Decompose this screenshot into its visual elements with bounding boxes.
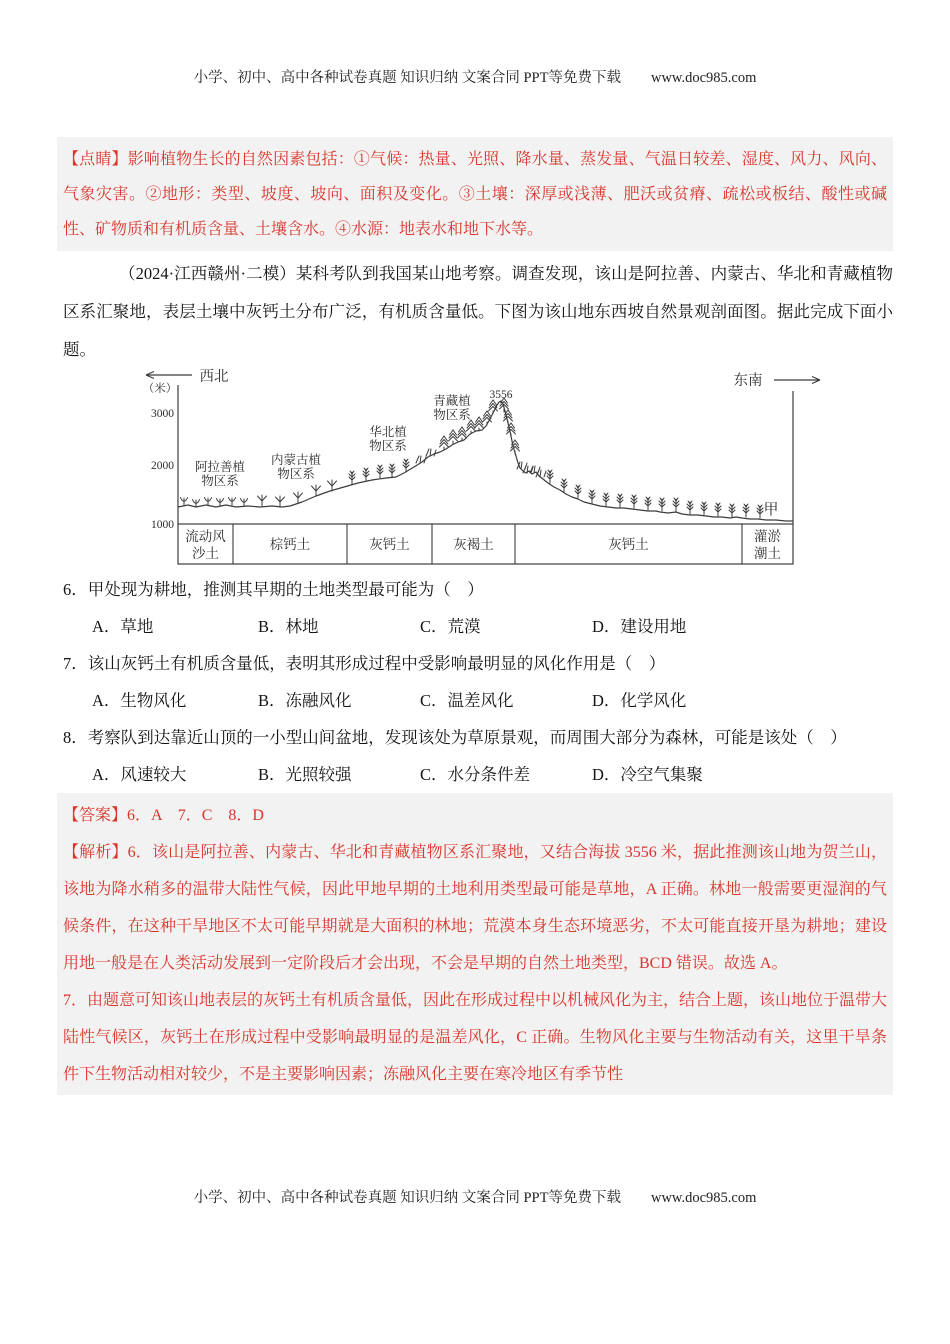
- mountain-cross-section-svg: [130, 361, 830, 567]
- options-row-8: [57, 756, 893, 793]
- zone-label-0: 阿拉善植: [194, 460, 246, 474]
- option-6-A: [92, 608, 258, 645]
- note-label: 【点睛】: [63, 151, 128, 168]
- soil-label: 灰钙土: [608, 537, 649, 552]
- option-letter: C．: [420, 765, 448, 784]
- note-block: [57, 137, 893, 251]
- soil-label: 灰褐土: [453, 537, 494, 552]
- option-text: 冷空气集聚: [620, 765, 703, 784]
- option-letter: B．: [258, 765, 286, 784]
- desert-grass-icon: [241, 499, 248, 507]
- page-header: [0, 0, 950, 87]
- footer-url[interactable]: www.doc985.com: [650, 1190, 757, 1206]
- leafy-shrub-icon: [673, 498, 679, 511]
- option-6-C: [420, 608, 592, 645]
- question-text: 考察队到达靠近山顶的一小型山间盆地，发现该处为草原景观，而周围大部分为森林，可能是该处（ ）: [87, 728, 847, 747]
- option-text: 建设用地: [620, 617, 687, 636]
- option-letter: B．: [258, 691, 286, 710]
- question-6: [57, 571, 893, 608]
- option-letter: C．: [420, 691, 448, 710]
- bare-shrub-icon: [258, 495, 267, 506]
- leafy-shrub-icon: [349, 471, 355, 484]
- northwest-arrow-icon: [146, 372, 192, 379]
- desert-grass-icon: [229, 498, 236, 506]
- leafy-shrub-icon: [645, 497, 651, 510]
- leafy-shrub-icon: [547, 470, 553, 483]
- option-text: 风速较大: [120, 765, 187, 784]
- leafy-shrub-icon: [377, 465, 383, 478]
- question-text: 甲处现为耕地，推测其早期的土地类型最可能为（ ）: [87, 580, 484, 599]
- jia-label: 甲: [763, 502, 779, 518]
- soil-label: 灰钙土: [369, 537, 410, 552]
- analysis-label: 【解析】: [63, 844, 128, 861]
- questions-section: [57, 571, 893, 793]
- zone-label-3: 青藏植: [433, 394, 471, 408]
- zone-label-3: 物区系: [433, 408, 471, 422]
- option-8-C: [420, 756, 592, 793]
- leafy-shrub-icon: [631, 495, 637, 508]
- footer-text: 小学、初中、高中各种试卷真题 知识归纳 文案合同 PPT等免费下载: [193, 1190, 621, 1206]
- desert-grass-icon: [205, 498, 212, 506]
- option-7-D: [592, 682, 686, 719]
- option-text: 生物风化: [120, 691, 187, 710]
- option-8-B: [258, 756, 420, 793]
- option-6-B: [258, 608, 420, 645]
- desert-grass-icon: [181, 498, 188, 506]
- zone-label-2: 物区系: [369, 439, 407, 453]
- analysis-paragraph-1: [63, 834, 887, 982]
- leafy-shrub-icon: [757, 505, 763, 518]
- option-7-B: [258, 682, 420, 719]
- analysis-paragraph-2: 7．由题意可知该山地表层的灰钙土有机质含量低，因此在形成过程中以机械风化为主，结合上题，该山地位于温带大陆性气候区，灰钙土在形成过程中受影响最明显的是温差风化，C 正确。生物风化主要与生物活动有关，这里干旱条件下生物活动相对较少，不是主要影响因素；冻融风化主要在寒冷地区有季节性: [63, 992, 888, 1083]
- leafy-shrub-icon: [617, 494, 623, 507]
- soil-label: 潮土: [754, 546, 781, 561]
- option-text: 水分条件差: [447, 765, 531, 784]
- option-letter: C．: [420, 617, 448, 636]
- bare-shrub-icon: [294, 492, 303, 503]
- desert-grass-icon: [217, 499, 224, 507]
- mountain-profile-diagram: [130, 361, 893, 567]
- northwest-label: 西北: [199, 369, 229, 385]
- leafy-shrub-icon: [715, 503, 721, 516]
- conifer-tree-icon: [483, 411, 492, 425]
- question-7: [57, 645, 893, 682]
- option-text: 化学风化: [620, 691, 687, 710]
- soil-label: 棕钙土: [269, 537, 311, 552]
- analysis-text-1: 6．该山是阿拉善、内蒙古、华北和青藏植物区系汇聚地，又结合海拔 3556 米，据此推测该山地为贺兰山，该地为降水稍多的温带大陆性气候，因此甲地早期的土地利用类型最可能是草地，A 正确。林地一般需要更湿润的气候条件，在这种干旱地区不太可能早期就是大面积的林地；荒漠本身生态环境恶劣，不太可能直接开垦为耕地；建设用地一般是在人类活动发展到一定阶段后才会出现，不会是早期的自然土地类型，BCD 错误。故选 A。: [63, 844, 887, 972]
- options-row-6: [57, 608, 893, 645]
- option-text: 温差风化: [447, 691, 514, 710]
- conifer-tree-icon: [475, 417, 484, 431]
- leafy-shrub-icon: [589, 490, 595, 503]
- option-letter: A．: [92, 691, 121, 710]
- leafy-shrub-icon: [561, 479, 567, 492]
- leafy-shrub-icon: [729, 504, 735, 517]
- option-text: 冻融风化: [285, 691, 352, 710]
- y-tick-1000: 1000: [151, 519, 174, 531]
- leafy-shrub-icon: [575, 485, 581, 498]
- axis-unit-label: （米）: [142, 383, 178, 395]
- southeast-label: 东南: [733, 373, 763, 389]
- conifer-tree-icon: [489, 400, 498, 414]
- zone-label-1: 内蒙古植: [270, 453, 322, 467]
- leafy-shrub-icon: [743, 504, 749, 517]
- option-8-D: [592, 756, 703, 793]
- bare-shrub-icon: [276, 496, 285, 507]
- option-text: 林地: [285, 617, 319, 636]
- zone-label-0: 物区系: [201, 474, 239, 488]
- leafy-shrub-icon: [687, 501, 693, 514]
- document-content: [57, 137, 893, 1095]
- y-tick-2000: 2000: [151, 460, 174, 472]
- y-tick-3000: 3000: [151, 408, 174, 420]
- question-8: [57, 719, 893, 756]
- answer-text: 6．A 7．C 8．D: [127, 807, 264, 824]
- header-text: 小学、初中、高中各种试卷真题 知识归纳 文案合同 PPT等免费下载: [193, 70, 621, 86]
- grass-tuft-icon: [536, 470, 546, 477]
- leafy-shrub-icon: [389, 464, 395, 477]
- southeast-arrow-icon: [774, 377, 820, 384]
- option-letter: A．: [92, 617, 121, 636]
- header-url[interactable]: www.doc985.com: [650, 70, 757, 86]
- answer-line: [63, 797, 887, 834]
- conifer-tree-icon: [449, 430, 458, 444]
- leafy-shrub-icon: [701, 502, 707, 515]
- leafy-shrub-icon: [363, 468, 369, 481]
- option-8-A: [92, 756, 258, 793]
- question-text: 该山灰钙土有机质含量低，表明其形成过程中受影响最明显的风化作用是（ ）: [87, 654, 666, 673]
- options-row-7: [57, 682, 893, 719]
- question-number: 6．: [63, 580, 88, 599]
- leafy-shrub-icon: [603, 493, 609, 506]
- leafy-shrub-icon: [659, 498, 665, 511]
- zone-label-1: 物区系: [277, 467, 315, 481]
- option-7-A: [92, 682, 258, 719]
- answer-analysis-block: [57, 793, 893, 1095]
- answer-label: 【答案】: [63, 807, 128, 824]
- option-letter: D．: [592, 691, 621, 710]
- soil-label: 灌淤: [754, 529, 781, 544]
- option-letter: B．: [258, 617, 286, 636]
- peak-elevation-label: 3556: [489, 389, 513, 401]
- question-number: 7．: [63, 654, 88, 673]
- option-letter: A．: [92, 765, 121, 784]
- note-text: 影响植物生长的自然因素包括：①气候：热量、光照、降水量、蒸发量、气温日较差、湿度、风力、风向、气象灾害。②地形：类型、坡度、坡向、面积及变化。③土壤：深厚或浅薄、肥沃或贫瘠、疏松或板结、酸性或碱性、矿物质和有机质含量、土壤含水。④水源：地表水和地下水等。: [63, 151, 887, 238]
- soil-label: 沙土: [192, 546, 219, 561]
- option-text: 光照较强: [285, 765, 352, 784]
- zone-label-2: 华北植: [369, 425, 407, 439]
- soil-label: 流动风: [185, 529, 226, 544]
- option-7-C: [420, 682, 592, 719]
- option-text: 荒漠: [447, 617, 481, 636]
- option-letter: D．: [592, 617, 621, 636]
- option-text: 草地: [120, 617, 154, 636]
- conifer-tree-icon: [507, 423, 516, 437]
- question-number: 8．: [63, 728, 88, 747]
- option-6-D: [592, 608, 686, 645]
- option-letter: D．: [592, 765, 621, 784]
- question-stem: （2024·江西赣州·二模）某科考队到我国某山地考察。调查发现，该山是阿拉善、内蒙古、华北和青藏植物区系汇聚地，表层土壤中灰钙土分布广泛，有机质含量低。下图为该山地东西坡自然景观剖面图。据此完成下面小题。: [63, 264, 893, 359]
- page-footer: [0, 1186, 950, 1207]
